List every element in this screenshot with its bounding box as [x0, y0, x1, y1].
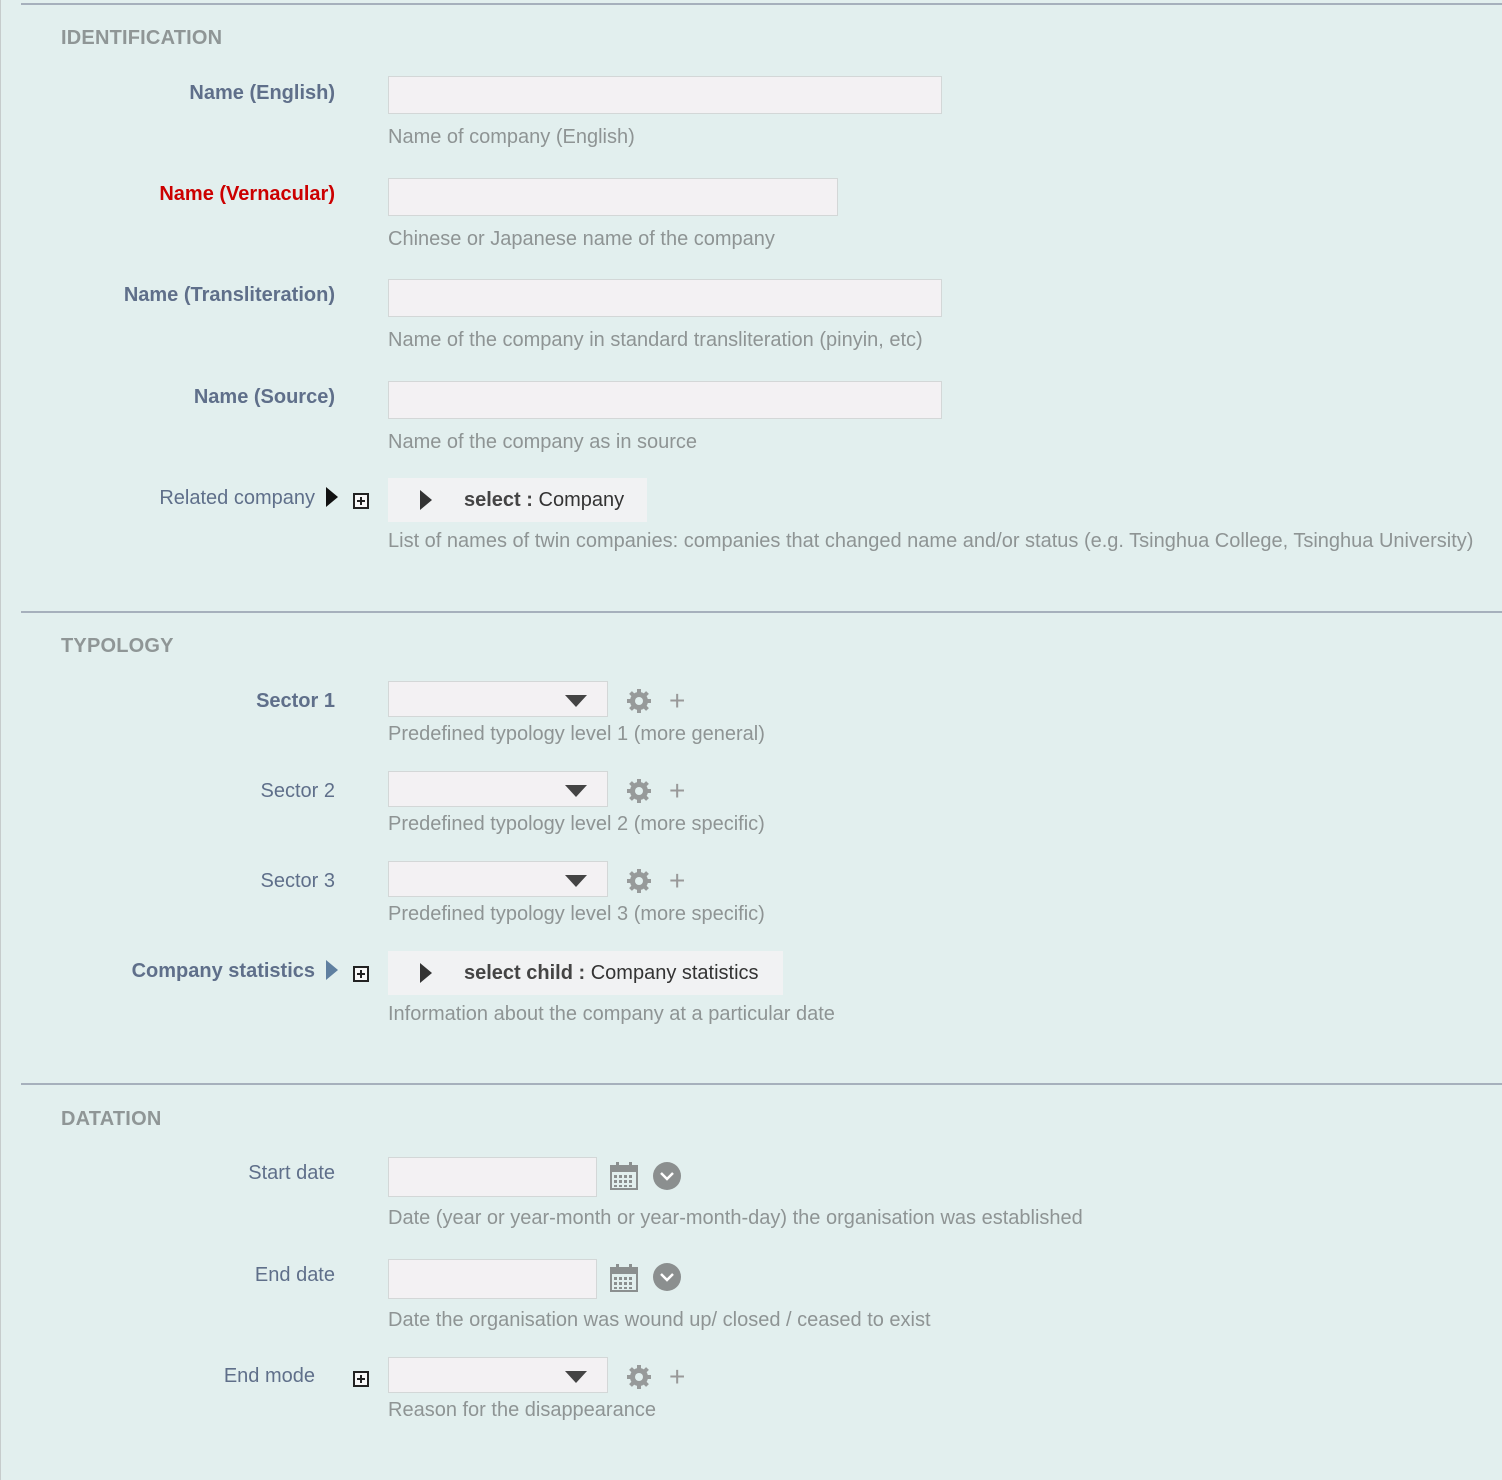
- related-company-add-box-icon[interactable]: [353, 493, 369, 509]
- sector2-label: Sector 2: [260, 780, 335, 802]
- datation-section-rule: [21, 1083, 1502, 1085]
- sector2-help: Predefined typology level 2 (more specific): [388, 813, 765, 835]
- typology-section-title: TYPOLOGY: [61, 635, 174, 657]
- sector2-select[interactable]: [388, 771, 608, 807]
- chevron-down-icon: [565, 695, 587, 707]
- chevron-down-icon: [565, 1371, 587, 1383]
- datation-section-title: DATATION: [61, 1108, 162, 1130]
- start-date-input[interactable]: [388, 1157, 597, 1197]
- sector3-select[interactable]: [388, 861, 608, 897]
- name-transliteration-input[interactable]: [388, 279, 942, 317]
- end-date-input[interactable]: [388, 1259, 597, 1299]
- end-date-calendar-icon[interactable]: [610, 1264, 638, 1292]
- name-english-input[interactable]: [388, 76, 942, 114]
- sector1-plus-icon[interactable]: +: [669, 685, 686, 716]
- end-mode-plus-icon[interactable]: +: [669, 1361, 686, 1392]
- end-date-label: End date: [254, 1264, 335, 1286]
- name-english-label: Name (English): [189, 82, 335, 104]
- name-vernacular-label: Name (Vernacular): [159, 183, 335, 205]
- page-left-border: [0, 0, 1, 1480]
- end-mode-add-box-icon[interactable]: [353, 1371, 369, 1387]
- start-date-chevron-down-circle-icon[interactable]: [653, 1162, 681, 1190]
- sector1-label: Sector 1: [256, 690, 335, 712]
- name-source-help: Name of the company as in source: [388, 431, 698, 453]
- sector2-plus-icon[interactable]: +: [669, 775, 686, 806]
- related-company-select-label: select :: [464, 489, 533, 511]
- company-statistics-select-label: select child :: [464, 962, 586, 984]
- sector1-gear-icon[interactable]: [626, 688, 652, 714]
- identification-section-title: IDENTIFICATION: [61, 27, 223, 49]
- related-company-label: Related company: [159, 487, 315, 509]
- related-company-expand-triangle-icon[interactable]: [326, 487, 338, 507]
- sector1-help: Predefined typology level 1 (more general): [388, 723, 765, 745]
- name-vernacular-help: Chinese or Japanese name of the company: [388, 228, 775, 250]
- end-date-help: Date the organisation was wound up/ closed / ceased to exist: [388, 1309, 931, 1331]
- name-transliteration-help: Name of the company in standard transliteration (pinyin, etc): [388, 329, 923, 351]
- end-mode-gear-icon[interactable]: [626, 1364, 652, 1390]
- company-statistics-help: Information about the company at a particular date: [388, 1003, 835, 1025]
- sector3-help: Predefined typology level 3 (more specific): [388, 903, 765, 925]
- chevron-down-icon: [565, 875, 587, 887]
- chevron-down-icon: [565, 785, 587, 797]
- company-statistics-select-button[interactable]: [388, 951, 783, 995]
- sector1-select[interactable]: [388, 681, 608, 717]
- end-mode-select[interactable]: [388, 1357, 608, 1393]
- name-english-help: Name of company (English): [388, 126, 635, 148]
- company-statistics-select-target: Company statistics: [590, 962, 759, 984]
- related-company-select-button[interactable]: [388, 478, 647, 522]
- sector3-label: Sector 3: [260, 870, 335, 892]
- related-company-select-target: Company: [538, 489, 625, 511]
- name-source-input[interactable]: [388, 381, 942, 419]
- end-date-chevron-down-circle-icon[interactable]: [653, 1263, 681, 1291]
- company-statistics-expand-triangle-icon[interactable]: [326, 960, 338, 980]
- name-source-label: Name (Source): [193, 386, 335, 408]
- company-statistics-label: Company statistics: [131, 960, 315, 982]
- related-company-help: List of names of twin companies: companies that changed name and/or status (e.g. Tsinghua College, Tsinghua University): [388, 530, 1474, 552]
- end-mode-help: Reason for the disappearance: [388, 1399, 656, 1421]
- company-statistics-add-box-icon[interactable]: [353, 966, 369, 982]
- name-vernacular-input[interactable]: [388, 178, 838, 216]
- sector3-plus-icon[interactable]: +: [669, 865, 686, 896]
- start-date-calendar-icon[interactable]: [610, 1162, 638, 1190]
- triangle-right-icon: [420, 963, 432, 983]
- typology-section-rule: [21, 611, 1502, 613]
- start-date-help: Date (year or year-month or year-month-day) the organisation was established: [388, 1207, 1083, 1229]
- sector3-gear-icon[interactable]: [626, 868, 652, 894]
- name-transliteration-label: Name (Transliteration): [123, 284, 335, 306]
- identification-section-rule: [21, 3, 1502, 5]
- triangle-right-icon: [420, 490, 432, 510]
- sector2-gear-icon[interactable]: [626, 778, 652, 804]
- start-date-label: Start date: [248, 1162, 335, 1184]
- end-mode-label: End mode: [223, 1365, 315, 1387]
